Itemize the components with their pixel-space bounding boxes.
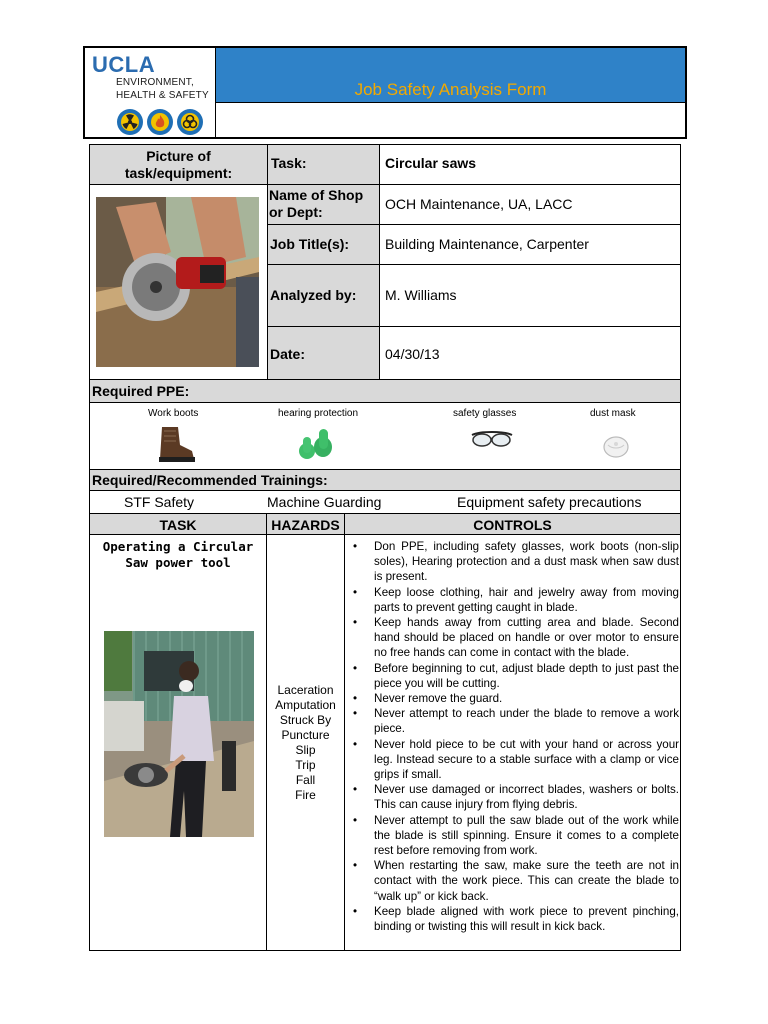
shop-label-cell: [267, 184, 380, 225]
ppe-label-dust-mask: dust mask: [590, 408, 636, 419]
hazard-item: Struck By: [279, 713, 332, 727]
job-value-cell: [379, 224, 681, 265]
radiation-icon: [117, 109, 143, 135]
controls-list: [349, 539, 679, 934]
control-item: • Don PPE, including safety glasses, work boots (non-slip soles), Hearing protection and a dust mask when saw dust is present.: [353, 540, 679, 584]
earplugs-icon: [297, 427, 335, 461]
hazard-item: Fire: [295, 788, 316, 802]
control-item: • Keep loose clothing, hair and jewelry away from moving parts to prevent getting caught in blade.: [353, 585, 679, 614]
training-item-equipment-safety: Equipment safety precautions: [457, 494, 642, 510]
controls-column-header: [344, 513, 681, 535]
hazard-item: Puncture: [281, 728, 330, 742]
shop-label: Name of Shop or Dept:: [269, 187, 364, 220]
trainings-heading-cell: [89, 469, 681, 491]
form-title-band: [216, 48, 685, 103]
dust-mask-icon: [602, 433, 630, 459]
picture-label-cell: [89, 144, 268, 185]
training-item-machine-guarding: Machine Guarding: [267, 494, 382, 510]
control-item: • Keep hands away from cutting area and blade. Second hand should be placed on handle or over motor to ensure no free hands can come in contact with the blade.: [353, 616, 679, 660]
trainings-heading: Required/Recommended Trainings:: [92, 472, 328, 488]
logo-line-2: HEALTH & SAFETY: [116, 90, 209, 101]
logo-line-1: ENVIRONMENT,: [116, 77, 194, 88]
header-blank-row: [216, 104, 685, 137]
control-item: • Never use damaged or incorrect blades, washers or bolts. This can cause injury from flying debris.: [353, 783, 679, 812]
ucla-ehs-logo: [85, 48, 216, 137]
ppe-heading: Required PPE:: [92, 383, 190, 399]
control-item: • Never attempt to pull the saw blade out of the work while the blade is still spinning. Ensure it comes to a complete rest before removing from work.: [353, 813, 679, 858]
date-value: 04/30/13: [385, 346, 440, 362]
control-item: • Never attempt to reach under the blade to remove a work piece.: [353, 707, 679, 736]
job-label-cell: [267, 224, 380, 265]
ppe-row: [89, 402, 681, 470]
control-item: • Keep blade aligned with work piece to prevent pinching, binding or twisting this will result in kick back.: [353, 904, 679, 934]
safety-glasses-icon: [470, 429, 514, 451]
job-value: Building Maintenance, Carpenter: [385, 236, 589, 252]
controls-cell: [344, 534, 681, 951]
date-value-cell: [379, 326, 681, 380]
hazards-header-text: HAZARDS: [271, 517, 340, 533]
ppe-label-hearing-protection: hearing protection: [278, 408, 359, 419]
form-header: [83, 46, 687, 139]
ppe-heading-cell: [89, 379, 681, 403]
trainings-row: [89, 490, 681, 514]
worker-saw-photo: [104, 631, 254, 837]
task-header-text: TASK: [159, 517, 197, 533]
training-item-stf-safety: STF Safety: [124, 494, 195, 510]
task-description: Operating a Circular Saw power tool: [102, 539, 254, 570]
analyzed-value-cell: [379, 264, 681, 327]
control-item: • Never remove the guard.: [353, 692, 503, 706]
fire-icon: [147, 109, 173, 135]
analyzed-label: Analyzed by:: [270, 287, 357, 303]
task-value-cell: [379, 144, 681, 185]
hazard-item: Trip: [295, 758, 316, 772]
hazard-item: Fall: [295, 773, 316, 787]
task-column-header: [89, 513, 267, 535]
hazard-item: Amputation: [275, 698, 336, 712]
job-label: Job Title(s):: [270, 236, 350, 252]
biohazard-icon: [177, 109, 203, 135]
hazard-item: Slip: [295, 743, 316, 757]
ppe-label-work-boots: Work boots: [148, 408, 199, 419]
analyzed-value: M. Williams: [385, 287, 457, 303]
hazards-cell: [266, 534, 345, 951]
controls-header-text: CONTROLS: [473, 517, 552, 533]
hazards-list: [267, 683, 344, 803]
task-cell: [89, 534, 267, 951]
hazard-item: Laceration: [277, 683, 334, 697]
date-label: Date:: [270, 346, 306, 362]
shop-value: OCH Maintenance, UA, LACC: [385, 196, 573, 212]
analyzed-label-cell: [267, 264, 380, 327]
control-item: • Before beginning to cut, adjust blade depth to just past the piece you will be cutting.: [353, 661, 679, 690]
task-value: Circular saws: [385, 155, 477, 171]
task-label: Task:: [271, 155, 307, 171]
logo-ucla-text: UCLA: [92, 52, 156, 77]
hazards-column-header: [266, 513, 345, 535]
picture-label: Picture of task/equipment:: [124, 147, 233, 181]
circular-saw-photo: [96, 197, 259, 367]
date-label-cell: [267, 326, 380, 380]
ppe-label-safety-glasses: safety glasses: [453, 408, 517, 419]
task-photo-cell: [89, 184, 268, 380]
control-item: • Never hold piece to be cut with your hand or across your leg. Instead secure to a stable surface with a clamp or vice grips if small.: [353, 737, 679, 782]
form-title: Job Safety Analysis Form: [354, 80, 547, 99]
shop-value-cell: [379, 184, 681, 225]
task-label-cell: [267, 144, 380, 185]
logo-icons: [117, 109, 203, 135]
control-item: • When restarting the saw, make sure the teeth are not in contact with the work piece. This can create the blade to “walk up” or kick back.: [353, 859, 679, 903]
work-boot-icon: [156, 425, 196, 463]
